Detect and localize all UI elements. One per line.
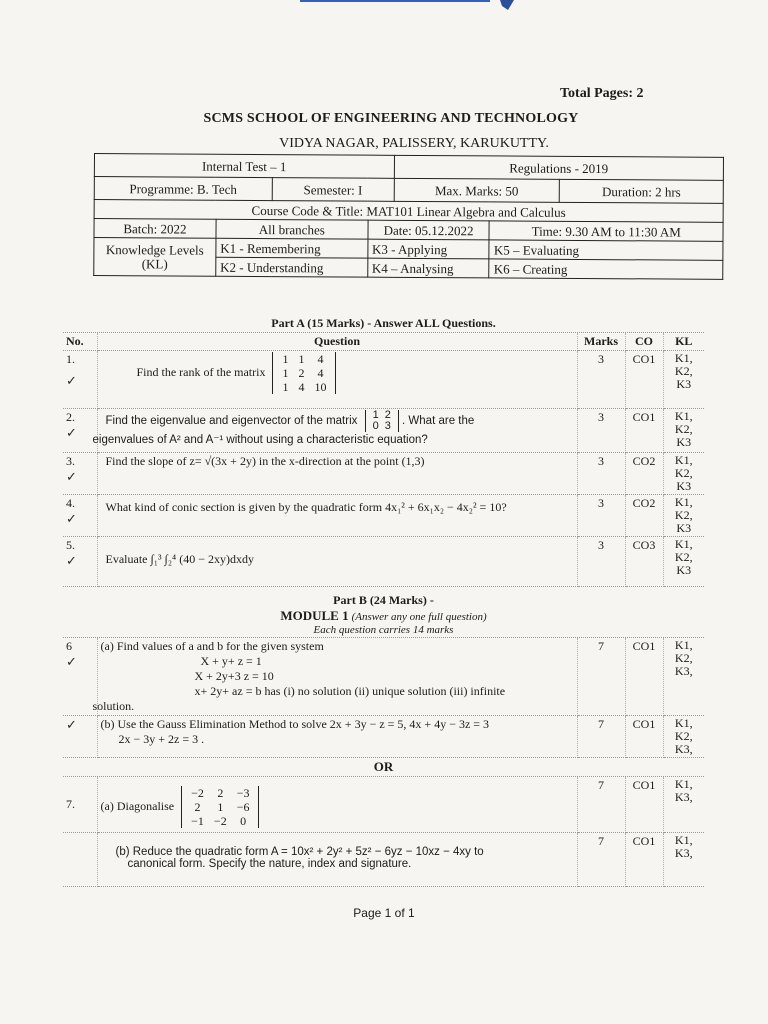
matrix-row bbox=[277, 366, 331, 380]
question-number: 3. ✓ bbox=[63, 453, 97, 495]
check-mark-icon: ✓ bbox=[66, 717, 77, 732]
matrix bbox=[181, 786, 259, 828]
course-outcome: CO3 bbox=[625, 537, 663, 587]
matrix-cell: −2 bbox=[191, 786, 204, 800]
question-number: 1. ✓ bbox=[63, 351, 97, 409]
check-mark-icon: ✓ bbox=[66, 469, 77, 484]
question-row bbox=[63, 833, 704, 887]
matrix-row bbox=[186, 814, 254, 828]
check-mark-icon: ✓ bbox=[66, 553, 77, 568]
check-mark-icon: ✓ bbox=[66, 425, 77, 440]
matrix-cell: 2 bbox=[384, 409, 391, 421]
questions-table bbox=[63, 310, 704, 887]
matrix-cell: 4 bbox=[317, 352, 324, 366]
knowledge-level: K1, K2, K3 bbox=[663, 409, 704, 453]
question-text: (a) Diagonalise −2 2 −3 2 1 −6 −1 −2 0 bbox=[97, 777, 577, 833]
col-marks-header: Marks bbox=[577, 333, 625, 351]
course-outcome: CO1 bbox=[625, 409, 663, 453]
question-row bbox=[63, 409, 704, 453]
module-note: (Answer any one full question) bbox=[351, 611, 487, 623]
matrix-cell: −3 bbox=[236, 786, 250, 800]
course-outcome: CO1 bbox=[625, 833, 663, 887]
matrix-row bbox=[370, 421, 394, 432]
school-name: SCMS SCHOOL OF ENGINEERING AND TECHNOLOGY bbox=[203, 111, 579, 126]
course-title: Course Code & Title: MAT101 Linear Algebra and Calculus bbox=[94, 200, 723, 223]
question-row bbox=[63, 777, 704, 833]
questions-section bbox=[63, 310, 704, 887]
matrix-cell: 2 bbox=[194, 800, 201, 814]
matrix-cell: −2 bbox=[213, 814, 227, 828]
k6-label: K6 – Creating bbox=[489, 259, 723, 279]
matrix-cell: 1 bbox=[282, 366, 289, 380]
exam-info-table bbox=[93, 153, 724, 280]
batch: Batch: 2022 bbox=[94, 219, 216, 239]
knowledge-level: K1, K2, K3 bbox=[663, 351, 704, 409]
matrix bbox=[272, 352, 336, 394]
question-text: Find the eigenvalue and eigenvector of the matrix 1 2 0 3 . What are the eigenvalues of A² and A⁻¹ without using a characteristic equation? bbox=[97, 409, 577, 453]
question-row bbox=[63, 638, 704, 716]
check-mark-icon: ✓ bbox=[66, 654, 77, 669]
part-a-title: Part A (15 Marks) - Answer ALL Questions. bbox=[63, 310, 704, 333]
question-number: 7. bbox=[63, 777, 97, 833]
marks: 3 bbox=[577, 537, 625, 587]
matrix-row bbox=[277, 380, 331, 394]
k3-label: K3 - Applying bbox=[368, 239, 490, 259]
question-number: 4. ✓ bbox=[63, 495, 97, 537]
matrix-cell: 3 bbox=[384, 420, 391, 432]
matrix-row bbox=[186, 800, 254, 814]
matrix-row bbox=[186, 786, 254, 800]
matrix-cell: 10 bbox=[314, 380, 327, 394]
knowledge-level: K1, K3, bbox=[663, 833, 704, 887]
marks-note: Each question carries 14 marks bbox=[313, 624, 454, 636]
ink-blot-icon bbox=[498, 0, 516, 14]
matrix-cell: 0 bbox=[372, 420, 379, 432]
duration: Duration: 2 hrs bbox=[559, 179, 723, 203]
semester: Semester: I bbox=[272, 178, 394, 202]
question-number bbox=[63, 716, 97, 758]
question-text: What kind of conic section is given by the quadratic form 4x₁² + 6x₁x₂ − 4x₂² = 10? bbox=[97, 495, 577, 537]
matrix-cell: 1 bbox=[298, 352, 305, 366]
col-no-header: No. bbox=[63, 333, 97, 351]
max-marks: Max. Marks: 50 bbox=[394, 178, 560, 202]
matrix bbox=[365, 410, 399, 432]
matrix-cell: 1 bbox=[282, 380, 289, 394]
exam-date: Date: 05.12.2022 bbox=[368, 220, 490, 240]
question-number: 6 ✓ bbox=[63, 638, 97, 716]
k4-label: K4 – Analysing bbox=[367, 258, 489, 278]
marks: 7 bbox=[577, 777, 625, 833]
knowledge-level: K1, K2, K3 bbox=[663, 537, 704, 587]
knowledge-level: K1, K2, K3 bbox=[663, 495, 704, 537]
question-number bbox=[63, 833, 97, 887]
k1-label: K1 - Remembering bbox=[216, 238, 368, 258]
question-text: (b) Use the Gauss Elimination Method to solve 2x + 3y − z = 5, 4x + 4y − 3z = 3 2x − 3y + 2z = 3 . bbox=[97, 716, 577, 758]
exam-time: Time: 9.30 AM to 11:30 AM bbox=[489, 221, 723, 241]
col-question-header: Question bbox=[97, 333, 577, 351]
matrix-cell: −6 bbox=[236, 800, 250, 814]
course-outcome: CO1 bbox=[625, 716, 663, 758]
regulations: Regulations - 2019 bbox=[394, 155, 724, 180]
question-text: Find the rank of the matrix 1 1 4 1 2 4 1 4 10 bbox=[97, 351, 577, 409]
matrix-cell: 1 bbox=[217, 800, 224, 814]
question-text: (b) Reduce the quadratic form A = 10x² + 2y² + 5z² − 6yz − 10xz − 4xy to canonical form. Specify the nature, index and signature. bbox=[97, 833, 577, 887]
question-text: (a) Find values of a and b for the given system X + y+ z = 1 X + 2y+3 z = 10 x+ 2y+ az = b has (i) no solution (ii) unique solution (iii) infinite solution. bbox=[97, 638, 577, 716]
knowledge-level: K1, K2, K3, bbox=[663, 716, 704, 758]
k2-label: K2 - Understanding bbox=[216, 257, 368, 277]
course-outcome: CO2 bbox=[625, 495, 663, 537]
matrix-cell: 2 bbox=[217, 786, 224, 800]
question-number: 2. ✓ bbox=[63, 409, 97, 453]
check-mark-icon: ✓ bbox=[66, 511, 77, 526]
programme: Programme: B. Tech bbox=[94, 177, 272, 201]
col-kl-header: KL bbox=[663, 333, 704, 351]
page-footer: Page 1 of 1 bbox=[353, 906, 415, 920]
question-row bbox=[63, 537, 704, 587]
course-outcome: CO1 bbox=[625, 777, 663, 833]
matrix-cell: −1 bbox=[191, 814, 204, 828]
total-pages: Total Pages: 2 bbox=[560, 86, 644, 101]
knowledge-level: K1, K2, K3, bbox=[663, 638, 704, 716]
matrix-cell: 1 bbox=[372, 409, 379, 421]
matrix-cell: 2 bbox=[298, 366, 305, 380]
course-outcome: CO2 bbox=[625, 453, 663, 495]
top-edge-mark bbox=[300, 0, 490, 2]
matrix-cell: 4 bbox=[298, 380, 305, 394]
marks: 3 bbox=[577, 495, 625, 537]
marks: 7 bbox=[577, 638, 625, 716]
check-mark-icon: ✓ bbox=[66, 373, 77, 388]
col-co-header: CO bbox=[625, 333, 663, 351]
knowledge-level: K1, K3, bbox=[663, 777, 704, 833]
part-b-title: Part B (24 Marks) - bbox=[333, 593, 434, 607]
marks: 7 bbox=[577, 716, 625, 758]
question-row bbox=[63, 351, 704, 409]
question-number: 5. ✓ bbox=[63, 537, 97, 587]
school-address: VIDYA NAGAR, PALISSERY, KARUKUTTY. bbox=[279, 136, 549, 151]
marks: 3 bbox=[577, 409, 625, 453]
question-text: Evaluate ∫₁³ ∫₂⁴ (40 − 2xy)dxdy bbox=[97, 537, 577, 587]
matrix-row bbox=[277, 352, 331, 366]
question-row bbox=[63, 716, 704, 758]
course-outcome: CO1 bbox=[625, 638, 663, 716]
matrix-cell: 4 bbox=[317, 366, 324, 380]
question-row bbox=[63, 495, 704, 537]
marks: 7 bbox=[577, 833, 625, 887]
knowledge-levels-label: Knowledge Levels (KL) bbox=[94, 238, 216, 277]
question-text: Find the slope of z= √(3x + 2y) in the x-direction at the point (1,3) bbox=[97, 453, 577, 495]
knowledge-level: K1, K2, K3 bbox=[663, 453, 704, 495]
k5-label: K5 – Evaluating bbox=[489, 240, 723, 260]
matrix-cell: 0 bbox=[240, 814, 247, 828]
matrix-cell: 1 bbox=[282, 352, 289, 366]
course-outcome: CO1 bbox=[625, 351, 663, 409]
branches: All branches bbox=[216, 219, 368, 239]
test-name: Internal Test – 1 bbox=[94, 154, 394, 179]
part-b-heading bbox=[63, 587, 704, 638]
or-divider: OR bbox=[63, 758, 704, 777]
module-title: MODULE 1 bbox=[280, 608, 349, 623]
marks: 3 bbox=[577, 453, 625, 495]
marks: 3 bbox=[577, 351, 625, 409]
question-row bbox=[63, 453, 704, 495]
